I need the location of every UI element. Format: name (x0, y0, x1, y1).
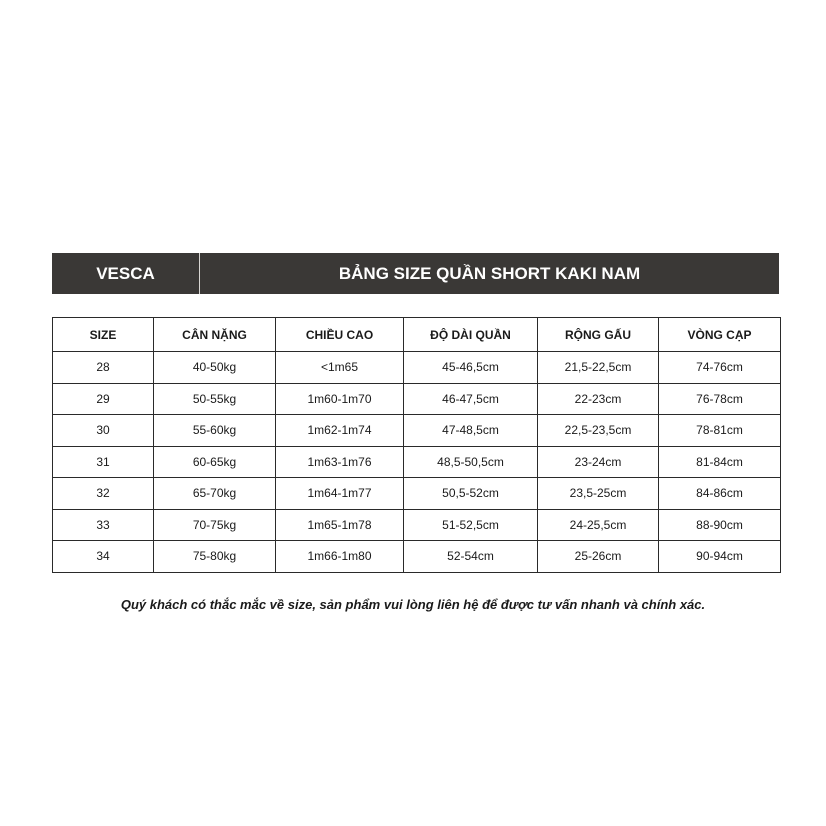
table-cell: 40-50kg (154, 352, 276, 384)
table-cell: 23-24cm (538, 446, 659, 478)
table-cell: 34 (53, 541, 154, 573)
table-cell: 45-46,5cm (404, 352, 538, 384)
table-cell: 76-78cm (659, 383, 781, 415)
table-cell: 31 (53, 446, 154, 478)
table-cell: 1m66-1m80 (276, 541, 404, 573)
table-cell: 30 (53, 415, 154, 447)
table-cell: 81-84cm (659, 446, 781, 478)
table-row (53, 509, 781, 541)
table-cell: 65-70kg (154, 478, 276, 510)
table-header-row (53, 318, 781, 352)
table-cell: 1m60-1m70 (276, 383, 404, 415)
table-row (53, 541, 781, 573)
table-row (53, 478, 781, 510)
table-cell: 70-75kg (154, 509, 276, 541)
table-cell: <1m65 (276, 352, 404, 384)
column-header-length: ĐỘ DÀI QUẦN (404, 318, 538, 352)
table-cell: 52-54cm (404, 541, 538, 573)
brand-name: VESCA (52, 253, 200, 294)
table-cell: 84-86cm (659, 478, 781, 510)
table-row (53, 383, 781, 415)
table-cell: 74-76cm (659, 352, 781, 384)
table-cell: 78-81cm (659, 415, 781, 447)
table-cell: 1m64-1m77 (276, 478, 404, 510)
table-cell: 47-48,5cm (404, 415, 538, 447)
table-row (53, 352, 781, 384)
table-cell: 88-90cm (659, 509, 781, 541)
header-bar (52, 253, 779, 294)
table-cell: 29 (53, 383, 154, 415)
table-cell: 23,5-25cm (538, 478, 659, 510)
column-header-hem-width: RỘNG GẤU (538, 318, 659, 352)
table-cell: 46-47,5cm (404, 383, 538, 415)
table-cell: 1m63-1m76 (276, 446, 404, 478)
table-cell: 32 (53, 478, 154, 510)
table-cell: 75-80kg (154, 541, 276, 573)
table-cell: 21,5-22,5cm (538, 352, 659, 384)
size-table (52, 317, 781, 573)
table-row (53, 446, 781, 478)
column-header-height: CHIỀU CAO (276, 318, 404, 352)
table-cell: 24-25,5cm (538, 509, 659, 541)
table-cell: 90-94cm (659, 541, 781, 573)
table-cell: 60-65kg (154, 446, 276, 478)
table-cell: 22,5-23,5cm (538, 415, 659, 447)
column-header-waist: VÒNG CẠP (659, 318, 781, 352)
table-cell: 33 (53, 509, 154, 541)
table-cell: 1m65-1m78 (276, 509, 404, 541)
table-cell: 25-26cm (538, 541, 659, 573)
column-header-size: SIZE (53, 318, 154, 352)
page-title: BẢNG SIZE QUẦN SHORT KAKI NAM (338, 263, 641, 283)
table-cell: 1m62-1m74 (276, 415, 404, 447)
contact-note: Quý khách có thắc mắc về size, sản phẩm vui lòng liên hệ để được tư vấn nhanh và chính xác. (120, 597, 706, 612)
column-header-weight: CÂN NẶNG (154, 318, 276, 352)
table-row (53, 415, 781, 447)
table-cell: 22-23cm (538, 383, 659, 415)
table-cell: 50,5-52cm (404, 478, 538, 510)
table-cell: 51-52,5cm (404, 509, 538, 541)
table-cell: 48,5-50,5cm (404, 446, 538, 478)
table-cell: 28 (53, 352, 154, 384)
table-cell: 55-60kg (154, 415, 276, 447)
table-cell: 50-55kg (154, 383, 276, 415)
